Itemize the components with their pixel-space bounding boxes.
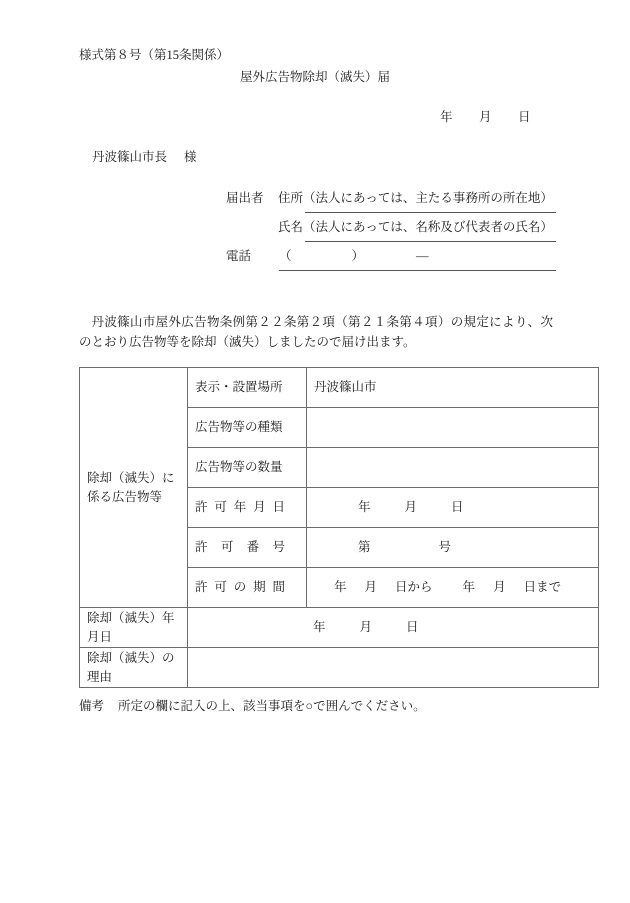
period-to-month: 月 — [493, 580, 506, 595]
tel-label: 電話 — [226, 249, 252, 263]
table-row — [80, 608, 599, 648]
tel-value-area[interactable] — [279, 247, 429, 266]
row-value-display-location[interactable]: 丹波篠山市 — [307, 368, 599, 408]
row-value-removal-date[interactable] — [188, 608, 599, 648]
permit-number-suffix: 号 — [438, 540, 452, 555]
permit-period-c4: 期 — [253, 580, 266, 595]
permit-date-c1: 許 — [195, 500, 208, 515]
permit-number-prefix: 第 — [358, 540, 371, 555]
removal-date-day: 日 — [406, 620, 419, 635]
period-to-day: 日まで — [523, 580, 562, 595]
footer-note-text: 所定の欄に記入の上、該当事項を○で囲んでください。 — [118, 699, 426, 713]
row-value-ad-type[interactable] — [307, 408, 599, 448]
row-value-permit-date[interactable] — [307, 488, 599, 528]
row-label-removal-date: 除却（滅失）年月日 — [80, 608, 188, 648]
document-title: 屋外広告物除却（滅失）届 — [239, 70, 390, 84]
applicant-address-row — [226, 189, 556, 214]
row-label-removal-reason: 除却（滅失）の理由 — [80, 648, 188, 688]
addressee — [92, 148, 197, 167]
period-from-year: 年 — [334, 580, 347, 595]
permit-date-day: 日 — [451, 500, 464, 515]
permit-period-c1: 許 — [195, 580, 208, 595]
tel-input-underline[interactable] — [279, 270, 556, 271]
permit-period-c3: の — [233, 580, 247, 595]
permit-number-c3: 番 — [246, 540, 260, 555]
date-day-label: 日 — [518, 110, 532, 124]
permit-period-c2: 可 — [214, 580, 227, 595]
row-label-ad-quantity: 広告物等の数量 — [188, 448, 307, 488]
tel-dash: ― — [416, 249, 429, 263]
addressee-name: 丹波篠山市長 — [92, 150, 168, 164]
permit-number-c4: 号 — [272, 540, 285, 555]
applicant-tel-row — [226, 247, 556, 272]
permit-date-c3: 年 — [233, 500, 247, 515]
row-value-ad-quantity[interactable] — [307, 448, 599, 488]
row-label-display-location: 表示・設置場所 — [188, 368, 307, 408]
permit-period-c5: 間 — [272, 580, 285, 595]
row-label-permit-period — [188, 568, 307, 608]
submitter-label: 届出者 — [226, 191, 264, 205]
date-year-label: 年 — [440, 110, 454, 124]
period-from-month: 月 — [364, 580, 378, 595]
permit-number-c1: 許 — [195, 540, 208, 555]
period-to-year: 年 — [462, 580, 476, 595]
row-value-permit-number[interactable] — [307, 528, 599, 568]
name-input-underline[interactable] — [305, 241, 556, 242]
permit-date-c4: 月 — [253, 500, 266, 515]
removal-date-year: 年 — [313, 620, 326, 635]
addressee-honorific: 様 — [184, 150, 197, 164]
address-input-underline[interactable] — [305, 212, 556, 213]
table-row — [80, 648, 599, 688]
tel-paren-open: （ — [279, 249, 292, 263]
permit-number-c2: 可 — [220, 540, 234, 555]
row-label-permit-date — [188, 488, 307, 528]
submission-date-line — [440, 108, 550, 127]
permit-date-c2: 可 — [214, 500, 227, 515]
form-code: 様式第８号（第15条関係） — [79, 48, 230, 62]
name-label: 氏名（法人にあっては、名称及び代表者の氏名） — [278, 220, 553, 234]
group-label-cell: 除却（滅失）に係る広告物等 — [80, 368, 188, 608]
date-month-label: 月 — [479, 110, 493, 124]
table-row — [80, 368, 599, 408]
permit-date-c5: 日 — [272, 500, 285, 515]
row-value-removal-reason[interactable] — [188, 648, 599, 688]
applicant-name-row — [226, 218, 556, 243]
removal-date-month: 月 — [359, 620, 373, 635]
advertisement-removal-table — [79, 367, 599, 688]
permit-date-month: 月 — [404, 500, 418, 515]
footer-note-label: 備考 — [79, 699, 105, 713]
body-paragraph: 丹波篠山市屋外広告物条例第２２条第２項（第２１条第４項）の規定により、次のとおり広告物等を除却（滅失）しましたので届け出ます。 — [79, 315, 553, 350]
row-value-permit-period[interactable] — [307, 568, 599, 608]
row-label-permit-number — [188, 528, 307, 568]
footer-note — [79, 697, 426, 716]
permit-date-year: 年 — [358, 500, 371, 515]
tel-paren-close: ） — [351, 249, 365, 263]
row-label-ad-type: 広告物等の種類 — [188, 408, 307, 448]
address-label: 住所（法人にあっては、主たる事務所の所在地） — [278, 191, 553, 205]
applicant-block — [226, 189, 556, 264]
period-from-day: 日から — [395, 580, 433, 595]
